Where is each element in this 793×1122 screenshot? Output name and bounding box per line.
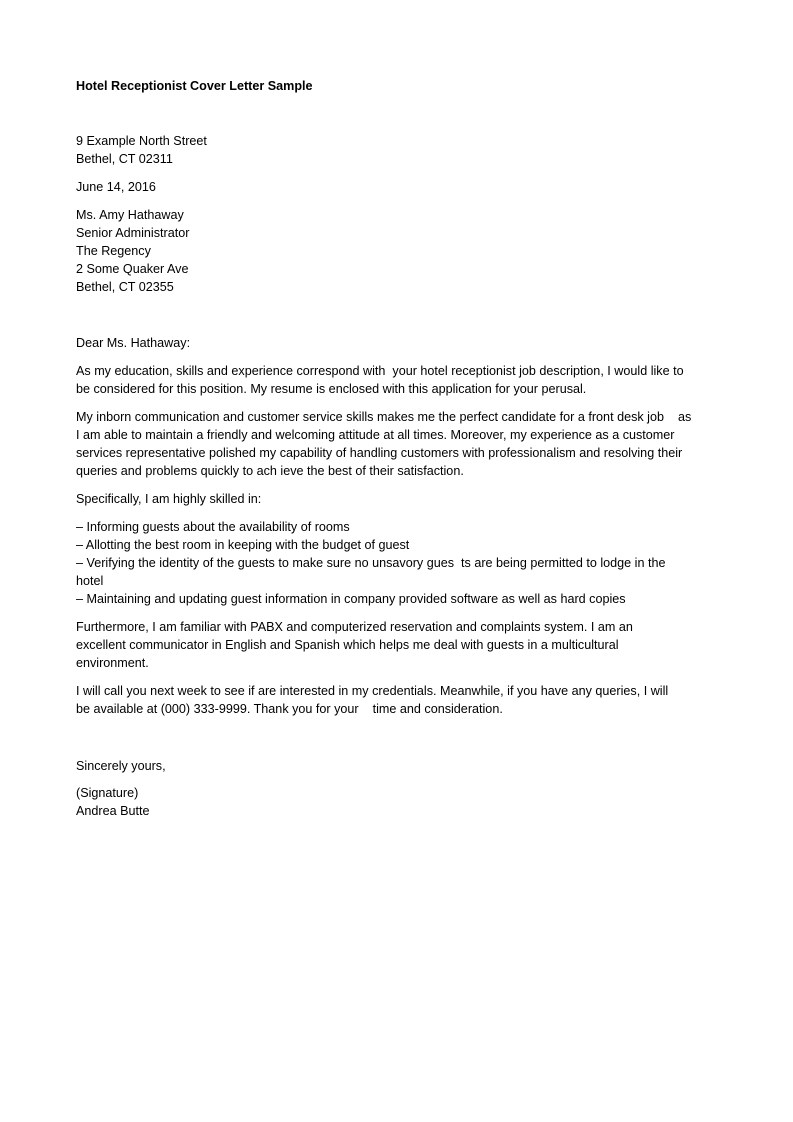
paragraph-2-line: queries and problems quickly to ach ieve the best of their satisfaction. (76, 464, 464, 478)
paragraph-4-line: be available at (000) 333-9999. Thank you for your time and consideration. (76, 702, 503, 716)
paragraph-2-line: I am able to maintain a friendly and welcoming attitude at all times. Moreover, my experience as a customer (76, 428, 675, 442)
paragraph-1-line: As my education, skills and experience correspond with your hotel receptionist job description, I would like to (76, 364, 684, 378)
paragraph-1-line: be considered for this position. My resume is enclosed with this application for your perusal. (76, 382, 587, 396)
paragraph-3 (76, 618, 721, 672)
recipient-company: The Regency (76, 244, 151, 258)
date-text: June 14, 2016 (76, 180, 156, 194)
paragraph-2-line: My inborn communication and customer service skills makes me the perfect candidate for a front desk job as (76, 410, 692, 424)
signature-label: (Signature) (76, 786, 139, 800)
recipient-name: Ms. Amy Hathaway (76, 208, 184, 222)
recipient-street: 2 Some Quaker Ave (76, 262, 189, 276)
paragraph-3-line: excellent communicator in English and Spanish which helps me deal with guests in a multicultural (76, 638, 619, 652)
sender-address-line-2: Bethel, CT 02311 (76, 152, 173, 166)
sender-address (76, 132, 721, 168)
signature-block (76, 784, 721, 820)
closing-text: Sincerely yours, (76, 759, 166, 773)
letter-date (76, 178, 721, 196)
salutation (76, 334, 721, 352)
skills-list (76, 518, 721, 608)
document-title: Hotel Receptionist Cover Letter Sample (76, 79, 313, 93)
paragraph-4 (76, 682, 721, 718)
signer-name: Andrea Butte (76, 804, 150, 818)
paragraph-2-line: services representative polished my capability of handling customers with professionalism and resolving their (76, 446, 683, 460)
recipient-address (76, 206, 721, 296)
paragraph-3-line: environment. (76, 656, 149, 670)
sender-address-line-1: 9 Example North Street (76, 134, 207, 148)
paragraph-1 (76, 362, 721, 398)
skill-item: – Informing guests about the availability of rooms (76, 520, 350, 534)
skills-intro (76, 490, 721, 508)
skill-item: – Verifying the identity of the guests to make sure no unsavory gues ts are being permitted to lodge in the (76, 556, 666, 570)
recipient-title: Senior Administrator (76, 226, 190, 240)
salutation-text: Dear Ms. Hathaway: (76, 336, 191, 350)
paragraph-4-line: I will call you next week to see if are interested in my credentials. Meanwhile, if you have any queries, I will (76, 684, 669, 698)
skill-item: – Maintaining and updating guest information in company provided software as well as hard copies (76, 592, 626, 606)
skill-item: – Allotting the best room in keeping with the budget of guest (76, 538, 410, 552)
skills-intro-text: Specifically, I am highly skilled in: (76, 492, 262, 506)
skill-item-continuation: hotel (76, 574, 104, 588)
paragraph-2 (76, 408, 721, 480)
paragraph-3-line: Furthermore, I am familiar with PABX and computerized reservation and complaints system. I am an (76, 620, 633, 634)
closing (76, 757, 721, 775)
recipient-city: Bethel, CT 02355 (76, 280, 174, 294)
